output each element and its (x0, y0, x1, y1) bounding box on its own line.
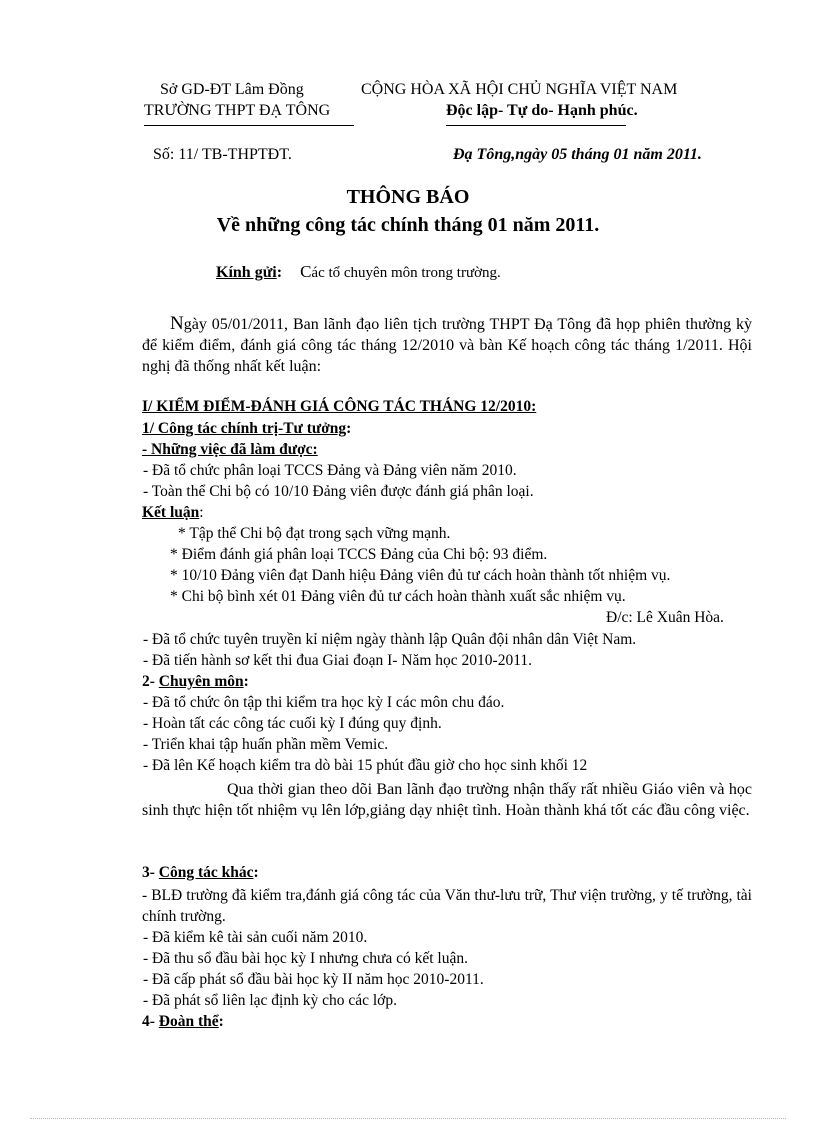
subsection-1-heading: 1/ Công tác chính trị-Tư tưởng (142, 420, 347, 437)
recipient-line (216, 262, 501, 282)
national-motto: Độc lập- Tự do- Hạnh phúc. (446, 102, 638, 119)
page-subtitle: Về những công tác chính tháng 01 năm 2011. (216, 214, 600, 236)
list-item: - Đã cấp phát sổ đầu bài học kỳ II năm học 2010-2011. (143, 971, 484, 988)
intro-first-letter: N (170, 313, 184, 334)
page-bottom-divider (30, 1118, 786, 1119)
school-underline (144, 125, 354, 126)
section-1-heading: I/ KIỂM ĐIỂM-ĐÁNH GIÁ CÔNG TÁC THÁNG 12/2010: (142, 398, 537, 415)
done-heading: - Những việc đã làm được: (142, 441, 318, 458)
department-name: Sở GD-ĐT Lâm Đồng (160, 81, 304, 98)
subsection-2-heading-line (142, 673, 249, 691)
place-date: Đạ Tông,ngày 05 tháng 01 năm 2011. (453, 146, 702, 163)
conclusion-heading-line (142, 504, 204, 522)
subsection-4-heading: Đoàn thể (158, 1013, 219, 1030)
conclusion-heading-suffix: : (199, 504, 204, 521)
school-name: TRƯỜNG THPT ĐẠ TÔNG (144, 102, 331, 119)
subsection-4-suffix: : (218, 1013, 224, 1030)
list-item: - Triển khai tập huấn phần mềm Vemic. (143, 736, 389, 753)
subsection-2-prefix: 2- (142, 673, 159, 690)
subsection-4-prefix: 4- (142, 1013, 159, 1030)
list-item: - Toàn thể Chi bộ có 10/10 Đảng viên được đánh giá phân loại. (143, 483, 534, 500)
conclusion-item: * Điểm đánh giá phân loại TCCS Đảng của Chi bộ: 93 điểm. (170, 546, 548, 563)
motto-underline (446, 125, 626, 126)
intro-text: gày 05/01/2011, Ban lãnh đạo liên tịch trường THPT Đạ Tông đã họp phiên thường kỳ để kiểm điểm, đánh giá công tác tháng 12/2010 và bàn Kế hoạch công tác tháng 1/2011. Hội nghị đã thống nhất kết luận: (142, 316, 752, 375)
list-item: - Đã lên Kế hoạch kiểm tra dò bài 15 phút đầu giờ cho học sinh khối 12 (143, 757, 588, 774)
list-item: - Hoàn tất các công tác cuối kỳ I đúng quy định. (143, 715, 442, 732)
list-item: - Đã tổ chức tuyên truyền kỉ niệm ngày thành lập Quân đội nhân dân Việt Nam. (143, 631, 637, 648)
subsection-1-heading-line (142, 420, 351, 438)
list-item: - Đã tiến hành sơ kết thi đua Giai đoạn I- Năm học 2010-2011. (143, 652, 532, 669)
conclusion-item: * Chi bộ bình xét 01 Đảng viên đủ tư cách hoàn thành xuất sắc nhiệm vụ. (170, 588, 626, 605)
page-title: THÔNG BÁO (346, 186, 470, 208)
conclusion-person: Đ/c: Lê Xuân Hòa. (606, 609, 724, 626)
other-work-lead: - BLĐ trường đã kiểm tra,đánh giá công tác của Văn thư-lưu trữ, Thư viện trường, y tế trường, tài chính trường. (142, 887, 752, 925)
subsection-4-heading-line (142, 1013, 224, 1031)
conclusion-item: * 10/10 Đảng viên đạt Danh hiệu Đảng viên đủ tư cách hoàn thành tốt nhiệm vụ. (170, 567, 671, 584)
subsection-3-prefix: 3- (142, 864, 159, 881)
document-number: Số: 11/ TB-THPTĐT. (153, 146, 292, 163)
conclusion-heading: Kết luận (142, 504, 200, 521)
subsection-1-heading-suffix: : (346, 420, 352, 437)
subsection-2-heading: Chuyên môn (158, 673, 244, 690)
subsection-3-suffix: : (253, 864, 259, 881)
country-name: CỘNG HÒA XÃ HỘI CHỦ NGHĨA VIỆT NAM (361, 81, 678, 98)
list-item: - Đã kiểm kê tài sản cuối năm 2010. (143, 929, 368, 946)
subsection-3-heading: Công tác khác (158, 864, 254, 881)
subsection-2-suffix: : (243, 673, 249, 690)
conclusion-item: * Tập thể Chi bộ đạt trong sạch vững mạnh. (178, 525, 451, 542)
list-item: - Đã tổ chức ôn tập thi kiểm tra học kỳ I các môn chu đáo. (143, 694, 505, 711)
intro-paragraph (142, 313, 752, 377)
recipient-colon: : (276, 264, 283, 281)
recipient-first-letter: C (300, 262, 312, 281)
list-item: - Đã phát sổ liên lạc định kỳ cho các lớp. (143, 992, 397, 1009)
recipient-text: ác tổ chuyên môn trong trường. (311, 265, 501, 281)
subsection-3-heading-line (142, 864, 259, 882)
recipient-label: Kính gửi (216, 264, 277, 281)
list-item: - Đã tổ chức phân loại TCCS Đảng và Đảng viên năm 2010. (143, 462, 517, 479)
list-item: - Đã thu sổ đầu bài học kỳ I nhưng chưa có kết luận. (143, 950, 468, 967)
assessment-paragraph: Qua thời gian theo dõi Ban lãnh đạo trường nhận thấy rất nhiều Giáo viên và học sinh thực hiện tốt nhiệm vụ lên lớp,giảng dạy nhiệt tình. Hoàn thành khá tốt các đầu công việc. (142, 781, 752, 819)
